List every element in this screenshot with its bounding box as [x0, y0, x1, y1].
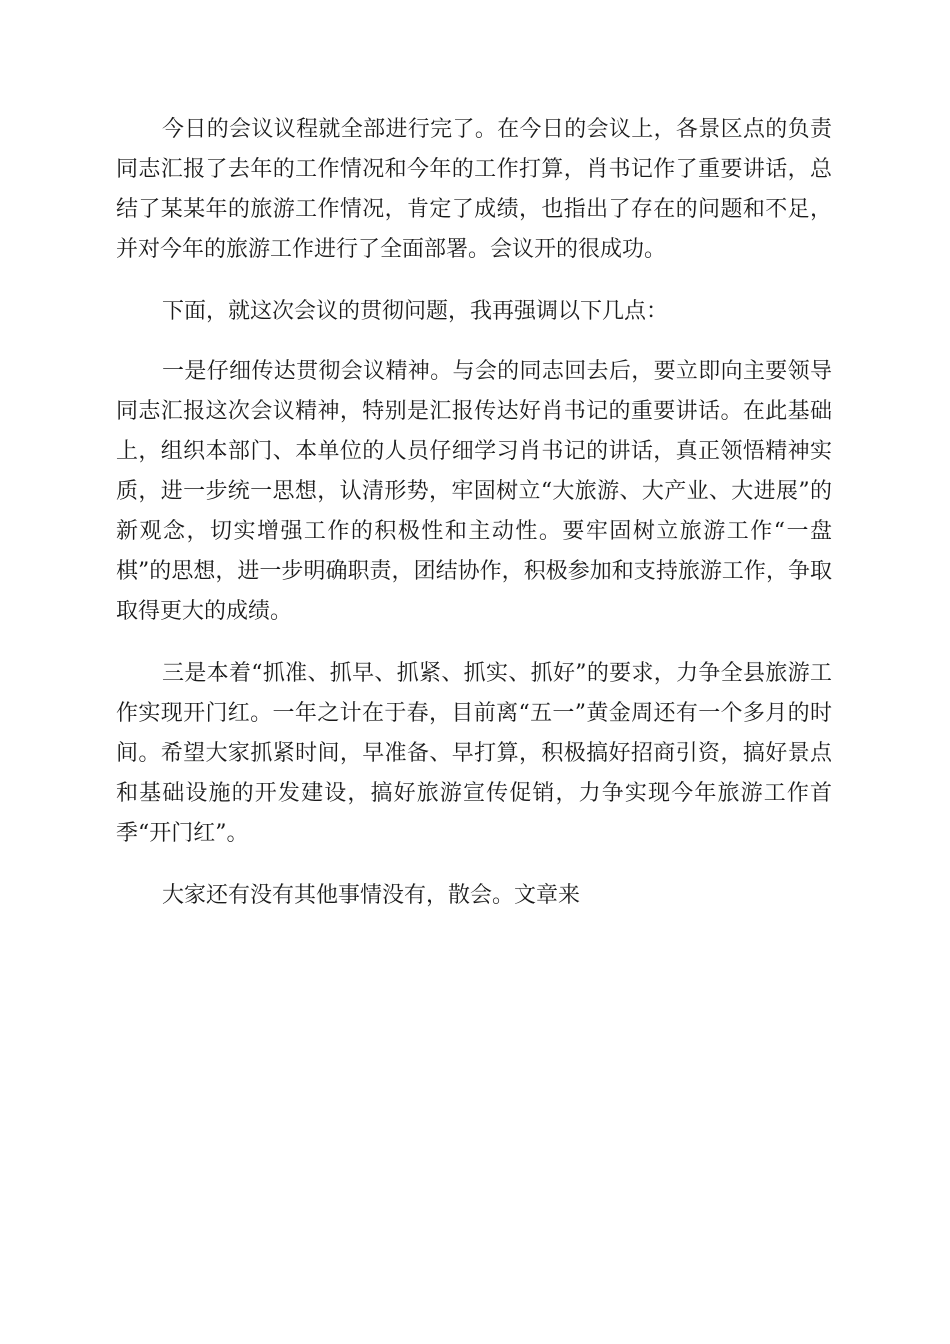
paragraph-point-one: 一是仔细传达贯彻会议精神。与会的同志回去后，要立即向主要领导同志汇报这次会议精神，特别是汇报传达好肖书记的重要讲话。在此基础上，组织本部门、本单位的人员仔细学习肖书记的讲话，真正领悟精神实质，进一步统一思想，认清形势，牢固树立“大旅游、大产业、大进展”的新观念，切实增强工作的积极性和主动性。要牢固树立旅游工作“一盘棋”的思想，进一步明确职责，团结协作，积极参加和支持旅游工作，争取取得更大的成绩。 [116, 359, 832, 624]
paragraph-emphasis-intro: 下面，就这次会议的贯彻问题，我再强调以下几点： [162, 299, 669, 324]
paragraph-point-three: 三是本着“抓准、抓早、抓紧、抓实、抓好”的要求，力争全县旅游工作实现开门红。一年之计在于春，目前离“五一”黄金周还有一个多月的时间。希望大家抓紧时间，早准备、早打算，积极搞好招商引资，搞好景点和基础设施的开发建设，搞好旅游宣传促销，力争实现今年旅游工作首季“开门红”。 [116, 661, 832, 846]
paragraph-closing: 大家还有没有其他事情没有，散会。文章来 [162, 883, 581, 908]
document-body [116, 110, 832, 938]
paragraph-meeting-summary: 今日的会议议程就全部进行完了。在今日的会议上，各景区点的负责同志汇报了去年的工作情况和今年的工作打算，肖书记作了重要讲话，总结了某某年的旅游工作情况，肯定了成绩，也指出了存在的问题和不足，并对今年的旅游工作进行了全面部署。会议开的很成功。 [116, 117, 832, 262]
